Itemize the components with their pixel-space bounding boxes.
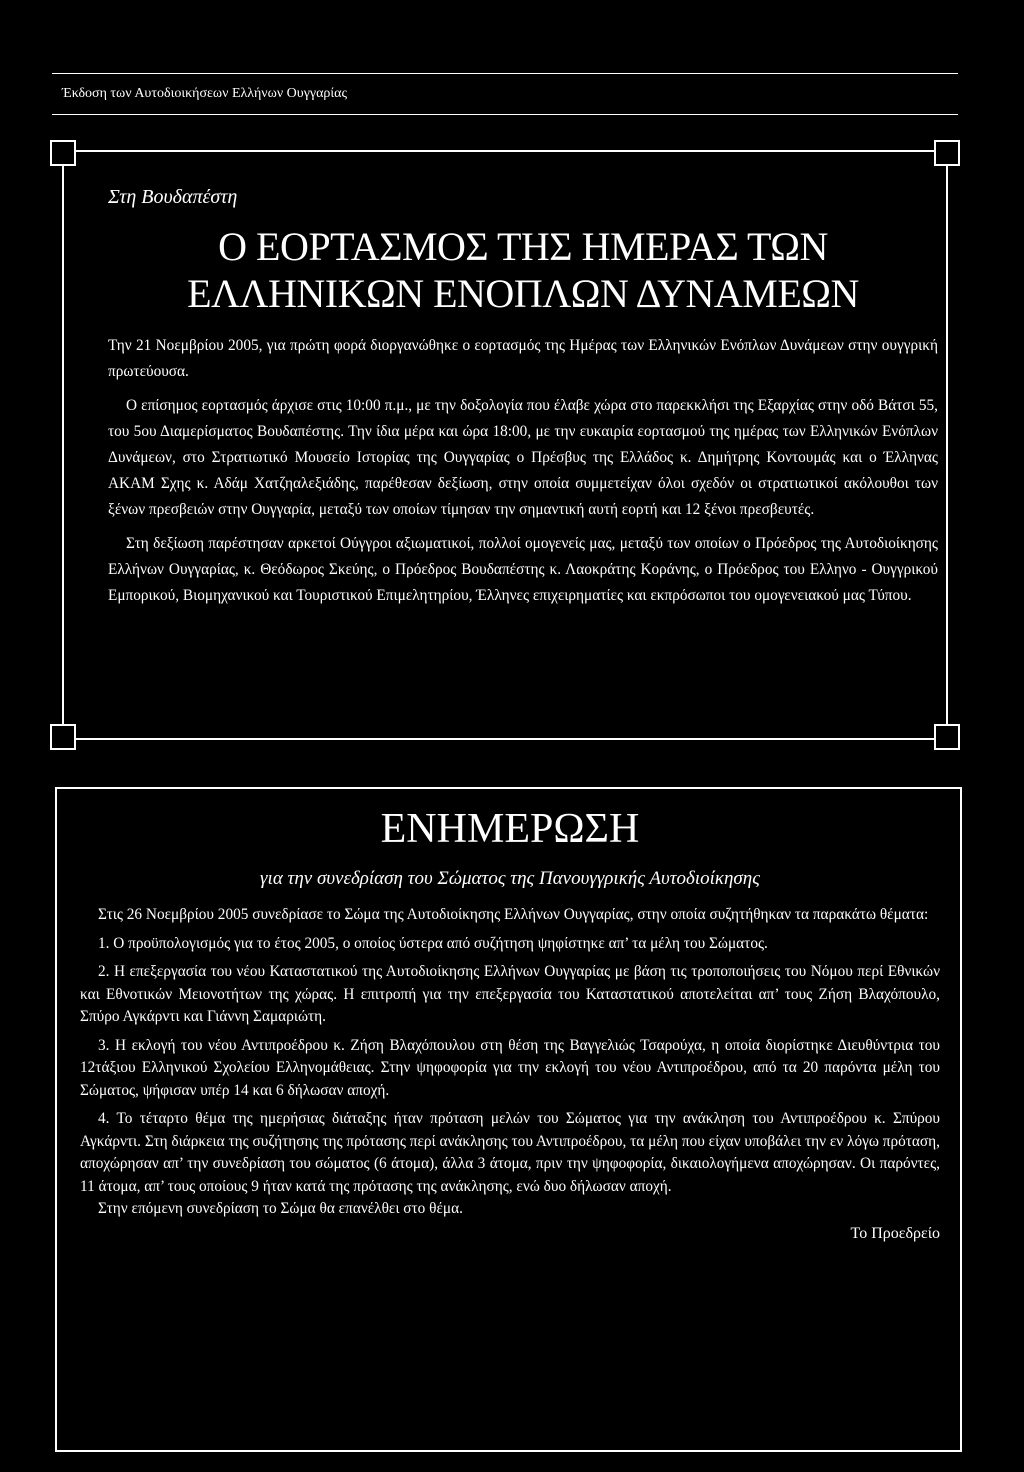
paragraph: Στις 26 Νοεμβρίου 2005 συνεδρίασε το Σώμα της Αυτοδιοίκησης Ελλήνων Ουγγαρίας, στην οποία συζητήθηκαν τα παρακάτω θέματα: [98, 906, 929, 923]
signature: Το Προεδρείο [850, 1224, 940, 1242]
frame-edge [76, 150, 934, 152]
frame-edge [946, 166, 948, 724]
frame-corner [50, 724, 76, 750]
paragraph: Ο επίσημος εορτασμός άρχισε στις 10:00 π.μ., με την δοξολογία που έλαβε χώρα στο παρεκκλήσι της Εξαρχίας στην οδό Βάτσι 55, του 5ου Διαμερίσματος Βουδαπέστης. Την ίδια μέρα και ώρα 18:00, με την ευκαιρία εορτασμού της ημέρας των Ελληνικών Ενόπλων Δυνάμεων, στο Στρατιωτικό Μουσείο Ιστορίας της Ουγγαρίας ο Πρέσβυς της Ελλάδος κ. Δημήτρης Κοντουμάς και ο Έλληνας ΑΚΑΜ Σχης κ. Αδάμ Χατζηαλεξιάδης, παρέθεσαν δεξίωση, στην οποία συμμετείχαν όλοι σχεδόν οι στρατιωτικοί ακόλουθοι των ξένων πρεσβειών στην Ουγγαρία, μεταξύ των οποίων τίμησαν την σημαντική αυτή εορτή και 12 ξένοι πρεσβευτές. [108, 397, 938, 518]
list-item: 2. Η επεξεργασία του νέου Καταστατικού της Αυτοδιοίκησης Ελλήνων Ουγγαρίας με βάση τις τροποποιήσεις του Νόμου περί Εθνικών και Εθνοτικών Μειονοτήτων της χώρας. Η επιτροπή για την επεξεργασία του Καταστατικού αποτελείται απ’ τους Ζήση Βλαχόπουλο, Σπύρο Αγκάρντι και Γιάννη Σαμαριώτη. [80, 963, 940, 1025]
title-line: ΕΛΛΗΝΙΚΩΝ ΕΝΟΠΛΩΝ ΔΥΝΑΜΕΩΝ [187, 271, 859, 316]
frame-edge [62, 166, 64, 724]
list-item: 1. Ο προϋπολογισμός για το έτος 2005, ο οποίος ύστερα από συζήτηση ψηφίστηκε απ’ τα μέλη του Σώματος. [98, 934, 768, 952]
frame-corner [50, 140, 76, 166]
article-place: Στη Βουδαπέστη [108, 186, 238, 208]
frame-corner [934, 724, 960, 750]
header-rule-bottom [52, 114, 958, 115]
frame-corner [934, 140, 960, 166]
article-armed-forces-day [108, 186, 938, 609]
title-line: Ο ΕΟΡΤΑΣΜΟΣ ΤΗΣ ΗΜΕΡΑΣ ΤΩΝ [218, 224, 828, 269]
list-item: 3. Η εκλογή του νέου Αντιπροέδρου κ. Ζήση Βλαχόπουλου στη θέση της Βαγγελιώς Τσαρούχα, η οποία διορίστηκε Διευθύντρια του 12τάξιου Ελληνικού Σχολείου Ελληνομάθειας. Στην ψηφοφορία για την εκλογή του νέου Αντιπροέδρου, από τα 20 παρόντα μέλη του Σώματος, ψήφισαν υπέρ 14 και 6 δήλωσαν αποχή. [80, 1036, 940, 1099]
article-title: ΕΝΗΜΕΡΩΣΗ [380, 806, 640, 852]
header-rule-top [52, 73, 958, 74]
paragraph: Στην επόμενη συνεδρίαση το Σώμα θα επανέλθει στο θέμα. [98, 1200, 463, 1217]
article-subtitle: για την συνεδρίαση του Σώματος της Πανουγγρικής Αυτοδιοίκησης [260, 868, 760, 889]
article-briefing [80, 800, 940, 1243]
list-item: 4. Το τέταρτο θέμα της ημερήσιας διάταξης ήταν πρόταση μελών του Σώματος για την ανάκληση του Αντιπροέδρου κ. Σπύρου Αγκάρντι. Στη διάρκεια της συζήτησης της πρότασης περί ανάκλησης του Αντιπροέδρου, τα μέλη που είχαν υποβάλει την εν λόγω πρόταση, αποχώρησαν απ’ την συνεδρίαση του σώματος (6 άτομα), άλλα 3 άτομα, πριν την ψηφοφορία, δικαιολογήμενα αποχώρησαν. Οι παρόντες, 11 άτομα, απ’ τους οποίους 9 ήταν κατά της πρότασης της ανάκλησης, ενώ δυο δήλωσαν αποχή. [80, 1110, 940, 1195]
paragraph: Την 21 Νοεμβρίου 2005, για πρώτη φορά διοργανώθηκε ο εορτασμός της Ημέρας των Ελληνικών Ενόπλων Δυνάμεων στην ουγγρική πρωτεύουσα. [108, 337, 938, 380]
frame-edge [76, 738, 934, 740]
publication-header: Έκδοση των Αυτοδιοικήσεων Ελλήνων Ουγγαρίας [62, 86, 348, 101]
article-title [108, 223, 938, 317]
paragraph: Στη δεξίωση παρέστησαν αρκετοί Ούγγροι αξιωματικοί, πολλοί ομογενείς μας, μεταξύ των οποίων ο Πρόεδρος της Αυτοδιοίκησης Ελλήνων Ουγγαρίας, κ. Θεόδωρος Σκεύης, ο Πρόεδρος Βουδαπέστης κ. Λαοκράτης Κοράνης, ο Πρόεδρος του Ελληνο - Ουγγρικού Εμπορικού, Βιομηχανικού και Τουριστικού Επιμελητηρίου, Έλληνες επιχειρηματίες και εκπρόσωποι του ομογενειακού μας Τύπου. [108, 535, 938, 604]
